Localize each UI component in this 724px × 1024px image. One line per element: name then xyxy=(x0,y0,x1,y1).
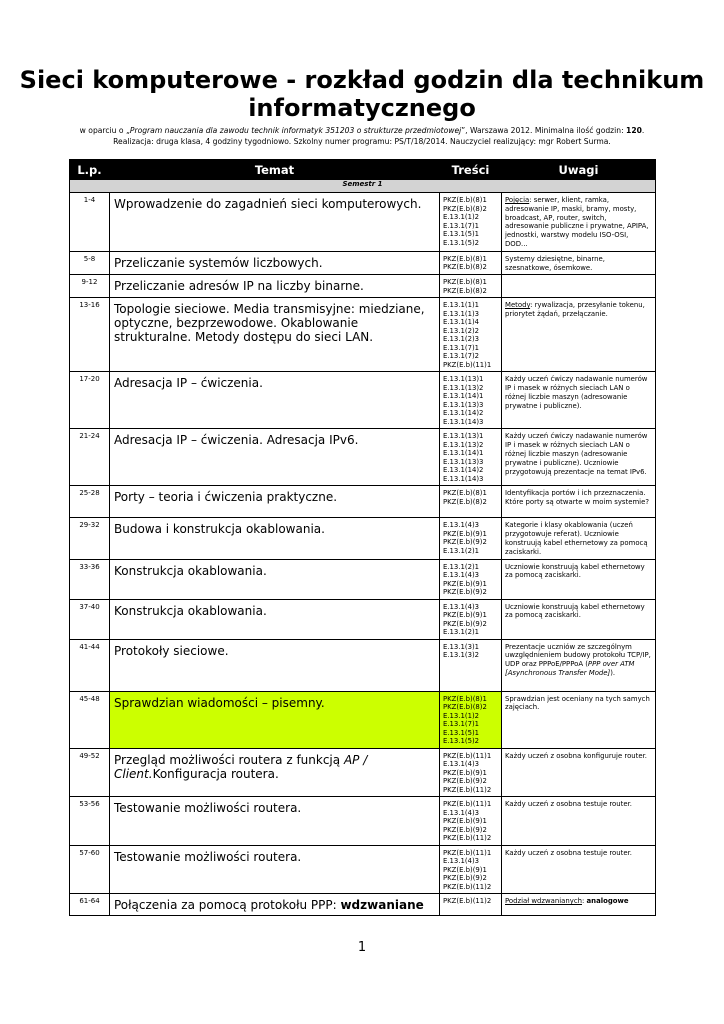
notes-text: Każdy uczeń z osobna konfiguruje router. xyxy=(505,751,647,760)
notes-text: Sprawdzian jest oceniany na tych samych zajęciach. xyxy=(505,694,650,712)
content-code: PKZ(E.b)(8)2 xyxy=(443,497,487,506)
table-row xyxy=(70,251,656,275)
content-code: PKZ(E.b)(8)2 xyxy=(443,703,487,712)
topic-cell xyxy=(110,251,440,275)
topic-text: Przeliczanie adresów IP na liczby binarne. xyxy=(114,279,364,294)
row-number: 13-16 xyxy=(70,298,110,372)
row-number: 57-60 xyxy=(70,845,110,894)
content-code: PKZ(E.b)(11)2 xyxy=(443,882,492,891)
notes-text: Systemy dziesiętne, binarne, szesnatkowe, ósemkowe. xyxy=(505,254,605,272)
topic-text: Połączenia za pomocą protokołu PPP: xyxy=(114,898,341,913)
content-code: PKZ(E.b)(8)1 xyxy=(443,489,487,498)
program-name: Program nauczania dla zawodu technik informatyk 351203 o strukturze przedmiotowej xyxy=(129,126,462,135)
notes-text: Każdy uczeń z osobna testuje router. xyxy=(505,800,632,809)
content-code: PKZ(E.b)(8)2 xyxy=(443,263,487,272)
notes-cell xyxy=(502,691,656,748)
content-code: E.13.1(7)1 xyxy=(443,221,480,230)
content-codes-cell xyxy=(440,845,502,894)
content-code: PKZ(E.b)(11)2 xyxy=(443,834,492,843)
table-row xyxy=(70,559,656,599)
page-title: Sieci komputerowe - rozkład godzin dla technikum informatycznego xyxy=(19,66,705,122)
notes-lead: Metody xyxy=(505,301,531,310)
content-code: E.13.1(13)1 xyxy=(443,375,484,384)
content-codes-cell xyxy=(440,559,502,599)
table-row xyxy=(70,193,656,252)
topic-tail: Konfiguracja routera. xyxy=(152,766,279,781)
notes-cell xyxy=(502,639,656,691)
row-number: 5-8 xyxy=(70,251,110,275)
topic-text: Wprowadzenie do zagadnień sieci komputerowych. xyxy=(114,197,422,211)
content-code: E.13.1(1)1 xyxy=(443,301,480,310)
content-codes-cell xyxy=(440,691,502,748)
content-code: E.13.1(2)2 xyxy=(443,326,480,335)
notes-lead: Pojęcia xyxy=(505,196,530,204)
notes-text: Identyfikacja portów i ich przeznaczenia. Które porty są otwarte w moim systemie? xyxy=(505,489,649,507)
content-code: E.13.1(14)2 xyxy=(443,466,484,475)
content-codes-cell xyxy=(440,193,502,252)
content-code: E.13.1(4)3 xyxy=(443,521,480,530)
content-codes-cell xyxy=(440,372,502,429)
topic-cell xyxy=(110,193,440,252)
content-code: E.13.1(7)1 xyxy=(443,720,480,729)
content-code: E.13.1(5)2 xyxy=(443,737,480,746)
notes-text: : xyxy=(582,897,587,906)
notes-cell xyxy=(502,298,656,372)
notes-text: Uczniowie konstruują kabel ethernetowy za pomocą zaciskarki. xyxy=(505,562,645,580)
table-row xyxy=(70,298,656,372)
content-code: E.13.1(5)1 xyxy=(443,728,480,737)
row-number: 33-36 xyxy=(70,559,110,599)
content-codes-cell xyxy=(440,251,502,275)
topic-text: Budowa i konstrukcja okablowania. xyxy=(114,522,325,537)
table-row xyxy=(70,845,656,894)
content-code: E.13.1(2)3 xyxy=(443,335,480,344)
topic-cell xyxy=(110,748,440,797)
row-number: 9-12 xyxy=(70,275,110,298)
table-row xyxy=(70,894,656,916)
content-code: PKZ(E.b)(9)1 xyxy=(443,817,487,826)
notes-cell xyxy=(502,894,656,916)
topic-cell xyxy=(110,486,440,518)
topic-italic: AP / Client. xyxy=(114,752,368,781)
header-tresci: Treści xyxy=(440,160,502,180)
topic-cell xyxy=(110,518,440,559)
content-codes-cell xyxy=(440,748,502,797)
topic-cell xyxy=(110,372,440,429)
notes-bold: analogowe xyxy=(586,897,629,906)
content-codes-cell xyxy=(440,894,502,916)
subtitle-text-2: ”, Warszawa 2012. Minimalna ilość godzin: xyxy=(461,126,627,135)
content-code: PKZ(E.b)(9)1 xyxy=(443,579,487,588)
content-code: PKZ(E.b)(9)1 xyxy=(443,611,487,620)
notes-text: Prezentacje uczniów ze szczególnym uwzględnieniem budowy protokołu TCP/IP, UDP oraz PPPoE/PPPoA ( xyxy=(505,642,651,669)
row-number: 25-28 xyxy=(70,486,110,518)
row-number: 41-44 xyxy=(70,639,110,691)
content-code: PKZ(E.b)(9)2 xyxy=(443,619,487,628)
semester-label: Semestr 1 xyxy=(70,180,656,193)
table-row xyxy=(70,518,656,559)
content-code: PKZ(E.b)(9)2 xyxy=(443,874,487,883)
content-code: PKZ(E.b)(11)2 xyxy=(443,785,492,794)
content-code: E.13.1(13)1 xyxy=(443,432,484,441)
schedule-table xyxy=(69,159,656,916)
topic-text: Konstrukcja okablowania. xyxy=(114,603,267,618)
header-lp: L.p. xyxy=(70,160,110,180)
topic-cell xyxy=(110,275,440,298)
notes-cell xyxy=(502,518,656,559)
table-row xyxy=(70,797,656,846)
content-code: PKZ(E.b)(9)1 xyxy=(443,768,487,777)
row-number: 45-48 xyxy=(70,691,110,748)
notes-lead: Podział wdzwanianych xyxy=(505,897,582,906)
notes-text: : rywalizacja, przesyłanie tokenu, priorytet żądań, przełączanie. xyxy=(505,301,645,319)
content-code: E.13.1(2)1 xyxy=(443,628,480,637)
page-number: 1 xyxy=(357,940,367,955)
content-code: PKZ(E.b)(9)2 xyxy=(443,588,487,597)
notes-text: Każdy uczeń ćwiczy nadawanie numerów IP i masek w różnych sieciach LAN o różnej liczbie maszyn (adresowanie prywatne i publiczne). xyxy=(505,375,648,410)
notes-text: Każdy uczeń z osobna testuje router. xyxy=(505,848,632,857)
content-codes-cell xyxy=(440,797,502,846)
content-codes-cell xyxy=(440,518,502,559)
content-code: PKZ(E.b)(11)1 xyxy=(443,848,492,857)
row-number: 49-52 xyxy=(70,748,110,797)
topic-cell xyxy=(110,599,440,639)
header-temat: Temat xyxy=(110,160,440,180)
content-code: PKZ(E.b)(11)1 xyxy=(443,360,492,369)
notes-cell xyxy=(502,275,656,298)
content-code: E.13.1(1)2 xyxy=(443,213,480,221)
topic-text: Adresacja IP – ćwiczenia. Adresacja IPv6. xyxy=(114,433,359,448)
content-code: E.13.1(4)3 xyxy=(443,808,480,817)
content-code: E.13.1(4)3 xyxy=(443,760,480,769)
notes-cell xyxy=(502,429,656,486)
table-row xyxy=(70,599,656,639)
topic-text: Topologie sieciowe. Media transmisyjne: miedziane, optyczne, bezprzewodowe. Okablowanie strukturalne. Metody dostępu do sieci LAN. xyxy=(114,302,425,345)
content-code: E.13.1(7)2 xyxy=(443,352,480,361)
notes-cell xyxy=(502,599,656,639)
topic-text: Protokoły sieciowe. xyxy=(114,643,229,658)
table-row xyxy=(70,372,656,429)
topic-text: Porty – teoria i ćwiczenia praktyczne. xyxy=(114,490,338,505)
content-code: PKZ(E.b)(8)2 xyxy=(443,204,487,213)
table-row xyxy=(70,748,656,797)
notes-cell xyxy=(502,559,656,599)
topic-cell xyxy=(110,559,440,599)
row-number: 53-56 xyxy=(70,797,110,846)
notes-text: Kategorie i klasy okablowania (uczeń przygotowuje referat). Uczniowie konstruują kabel ethernetowy za pomocą zaciskarki. xyxy=(505,521,648,556)
content-code: PKZ(E.b)(8)1 xyxy=(443,278,487,287)
content-code: E.13.1(13)2 xyxy=(443,383,484,392)
subtitle-text-1: w oparciu o „ xyxy=(79,126,130,135)
content-code: E.13.1(3)2 xyxy=(443,651,480,660)
content-code: E.13.1(13)3 xyxy=(443,457,484,466)
content-code: E.13.1(14)3 xyxy=(443,417,484,426)
content-code: PKZ(E.b)(9)2 xyxy=(443,538,487,547)
content-code: E.13.1(2)1 xyxy=(443,562,480,571)
table-row xyxy=(70,691,656,748)
topic-text: Adresacja IP – ćwiczenia. xyxy=(114,376,263,391)
content-code: E.13.1(1)3 xyxy=(443,309,480,318)
content-code: E.13.1(14)1 xyxy=(443,392,484,401)
content-code: E.13.1(3)1 xyxy=(443,642,480,651)
table-header-row xyxy=(70,160,656,180)
content-codes-cell xyxy=(440,486,502,518)
content-code: E.13.1(2)1 xyxy=(443,546,480,555)
content-code: E.13.1(4)3 xyxy=(443,857,480,866)
content-code: PKZ(E.b)(11)1 xyxy=(443,800,492,809)
topic-cell xyxy=(110,298,440,372)
notes-cell xyxy=(502,797,656,846)
notes-cell xyxy=(502,251,656,275)
content-code: PKZ(E.b)(8)1 xyxy=(443,254,487,263)
semester-row xyxy=(70,180,656,193)
topic-text: Testowanie możliwości routera. xyxy=(114,849,302,864)
topic-text: Przeliczanie systemów liczbowych. xyxy=(114,255,323,270)
notes-tail: ). xyxy=(610,668,616,677)
notes-text: : serwer, klient, ramka, adresowanie IP, maski, bramy, mosty, broadcast, AP, router, switch, adresowanie publiczne i prywatne, APIPA, jednostki, warstwy modelu ISO-OSI, DOD... xyxy=(505,196,649,248)
notes-cell xyxy=(502,845,656,894)
row-number: 1-4 xyxy=(70,193,110,252)
notes-italic: PPP over ATM [Asynchronous Transfer Mode] xyxy=(505,660,635,677)
topic-bold: wdzwaniane xyxy=(340,898,424,913)
table-row xyxy=(70,486,656,518)
content-code: E.13.1(13)3 xyxy=(443,400,484,409)
notes-cell xyxy=(502,372,656,429)
content-code: PKZ(E.b)(9)1 xyxy=(443,865,487,874)
topic-cell xyxy=(110,691,440,748)
topic-cell xyxy=(110,845,440,894)
content-codes-cell xyxy=(440,275,502,298)
content-code: PKZ(E.b)(9)2 xyxy=(443,777,487,786)
row-number: 29-32 xyxy=(70,518,110,559)
content-code: E.13.1(5)1 xyxy=(443,230,480,238)
content-code: E.13.1(1)2 xyxy=(443,711,480,720)
content-codes-cell xyxy=(440,298,502,372)
content-code: E.13.1(4)3 xyxy=(443,602,480,611)
content-code: PKZ(E.b)(9)2 xyxy=(443,825,487,834)
content-code: E.13.1(1)4 xyxy=(443,318,480,327)
content-code: PKZ(E.b)(8)1 xyxy=(443,196,487,204)
content-code: E.13.1(7)1 xyxy=(443,343,480,352)
table-body xyxy=(70,180,656,916)
content-code: E.13.1(5)2 xyxy=(443,238,480,247)
notes-text: Uczniowie konstruują kabel ethernetowy za pomocą zaciskarki. xyxy=(505,602,645,620)
topic-cell xyxy=(110,894,440,916)
content-code: E.13.1(14)3 xyxy=(443,474,484,483)
row-number: 21-24 xyxy=(70,429,110,486)
content-code: PKZ(E.b)(11)1 xyxy=(443,751,492,760)
topic-text: Testowanie możliwości routera. xyxy=(114,801,302,816)
content-code: PKZ(E.b)(8)2 xyxy=(443,286,487,295)
content-code: E.13.1(4)3 xyxy=(443,571,480,580)
content-code: PKZ(E.b)(11)2 xyxy=(443,897,492,906)
row-number: 61-64 xyxy=(70,894,110,916)
row-number: 37-40 xyxy=(70,599,110,639)
content-codes-cell xyxy=(440,429,502,486)
content-code: E.13.1(14)1 xyxy=(443,449,484,458)
table-row xyxy=(70,429,656,486)
notes-text: Każdy uczeń ćwiczy nadawanie numerów IP i masek w różnych sieciach LAN o różnej liczbie maszyn (adresowanie prywatne i publiczne). Uczniowie przygotowują prezentacje na temat IPv6. xyxy=(505,432,648,476)
subtitle-text-3: . Realizacja: druga klasa, 4 godziny tygodniowo. Szkolny numer programu: PS/T/18/2014. Nauczyciel realizujący: mgr Robert Surma. xyxy=(113,126,645,146)
topic-cell xyxy=(110,797,440,846)
notes-cell xyxy=(502,486,656,518)
content-codes-cell xyxy=(440,599,502,639)
table-row xyxy=(70,639,656,691)
notes-cell xyxy=(502,748,656,797)
topic-text: Sprawdzian wiadomości – pisemny. xyxy=(114,695,325,710)
program-description xyxy=(66,126,658,147)
content-code: PKZ(E.b)(9)1 xyxy=(443,529,487,538)
table-row xyxy=(70,275,656,298)
topic-cell xyxy=(110,639,440,691)
topic-cell xyxy=(110,429,440,486)
content-code: PKZ(E.b)(8)1 xyxy=(443,694,487,703)
content-codes-cell xyxy=(440,639,502,691)
content-code: E.13.1(13)2 xyxy=(443,440,484,449)
notes-cell xyxy=(502,193,656,252)
content-code: E.13.1(14)2 xyxy=(443,409,484,418)
row-number: 17-20 xyxy=(70,372,110,429)
hours-count: 120 xyxy=(626,126,642,135)
topic-text: Konstrukcja okablowania. xyxy=(114,563,267,578)
header-uwagi: Uwagi xyxy=(502,160,656,180)
topic-text: Przegląd możliwości routera z funkcją xyxy=(114,752,344,767)
